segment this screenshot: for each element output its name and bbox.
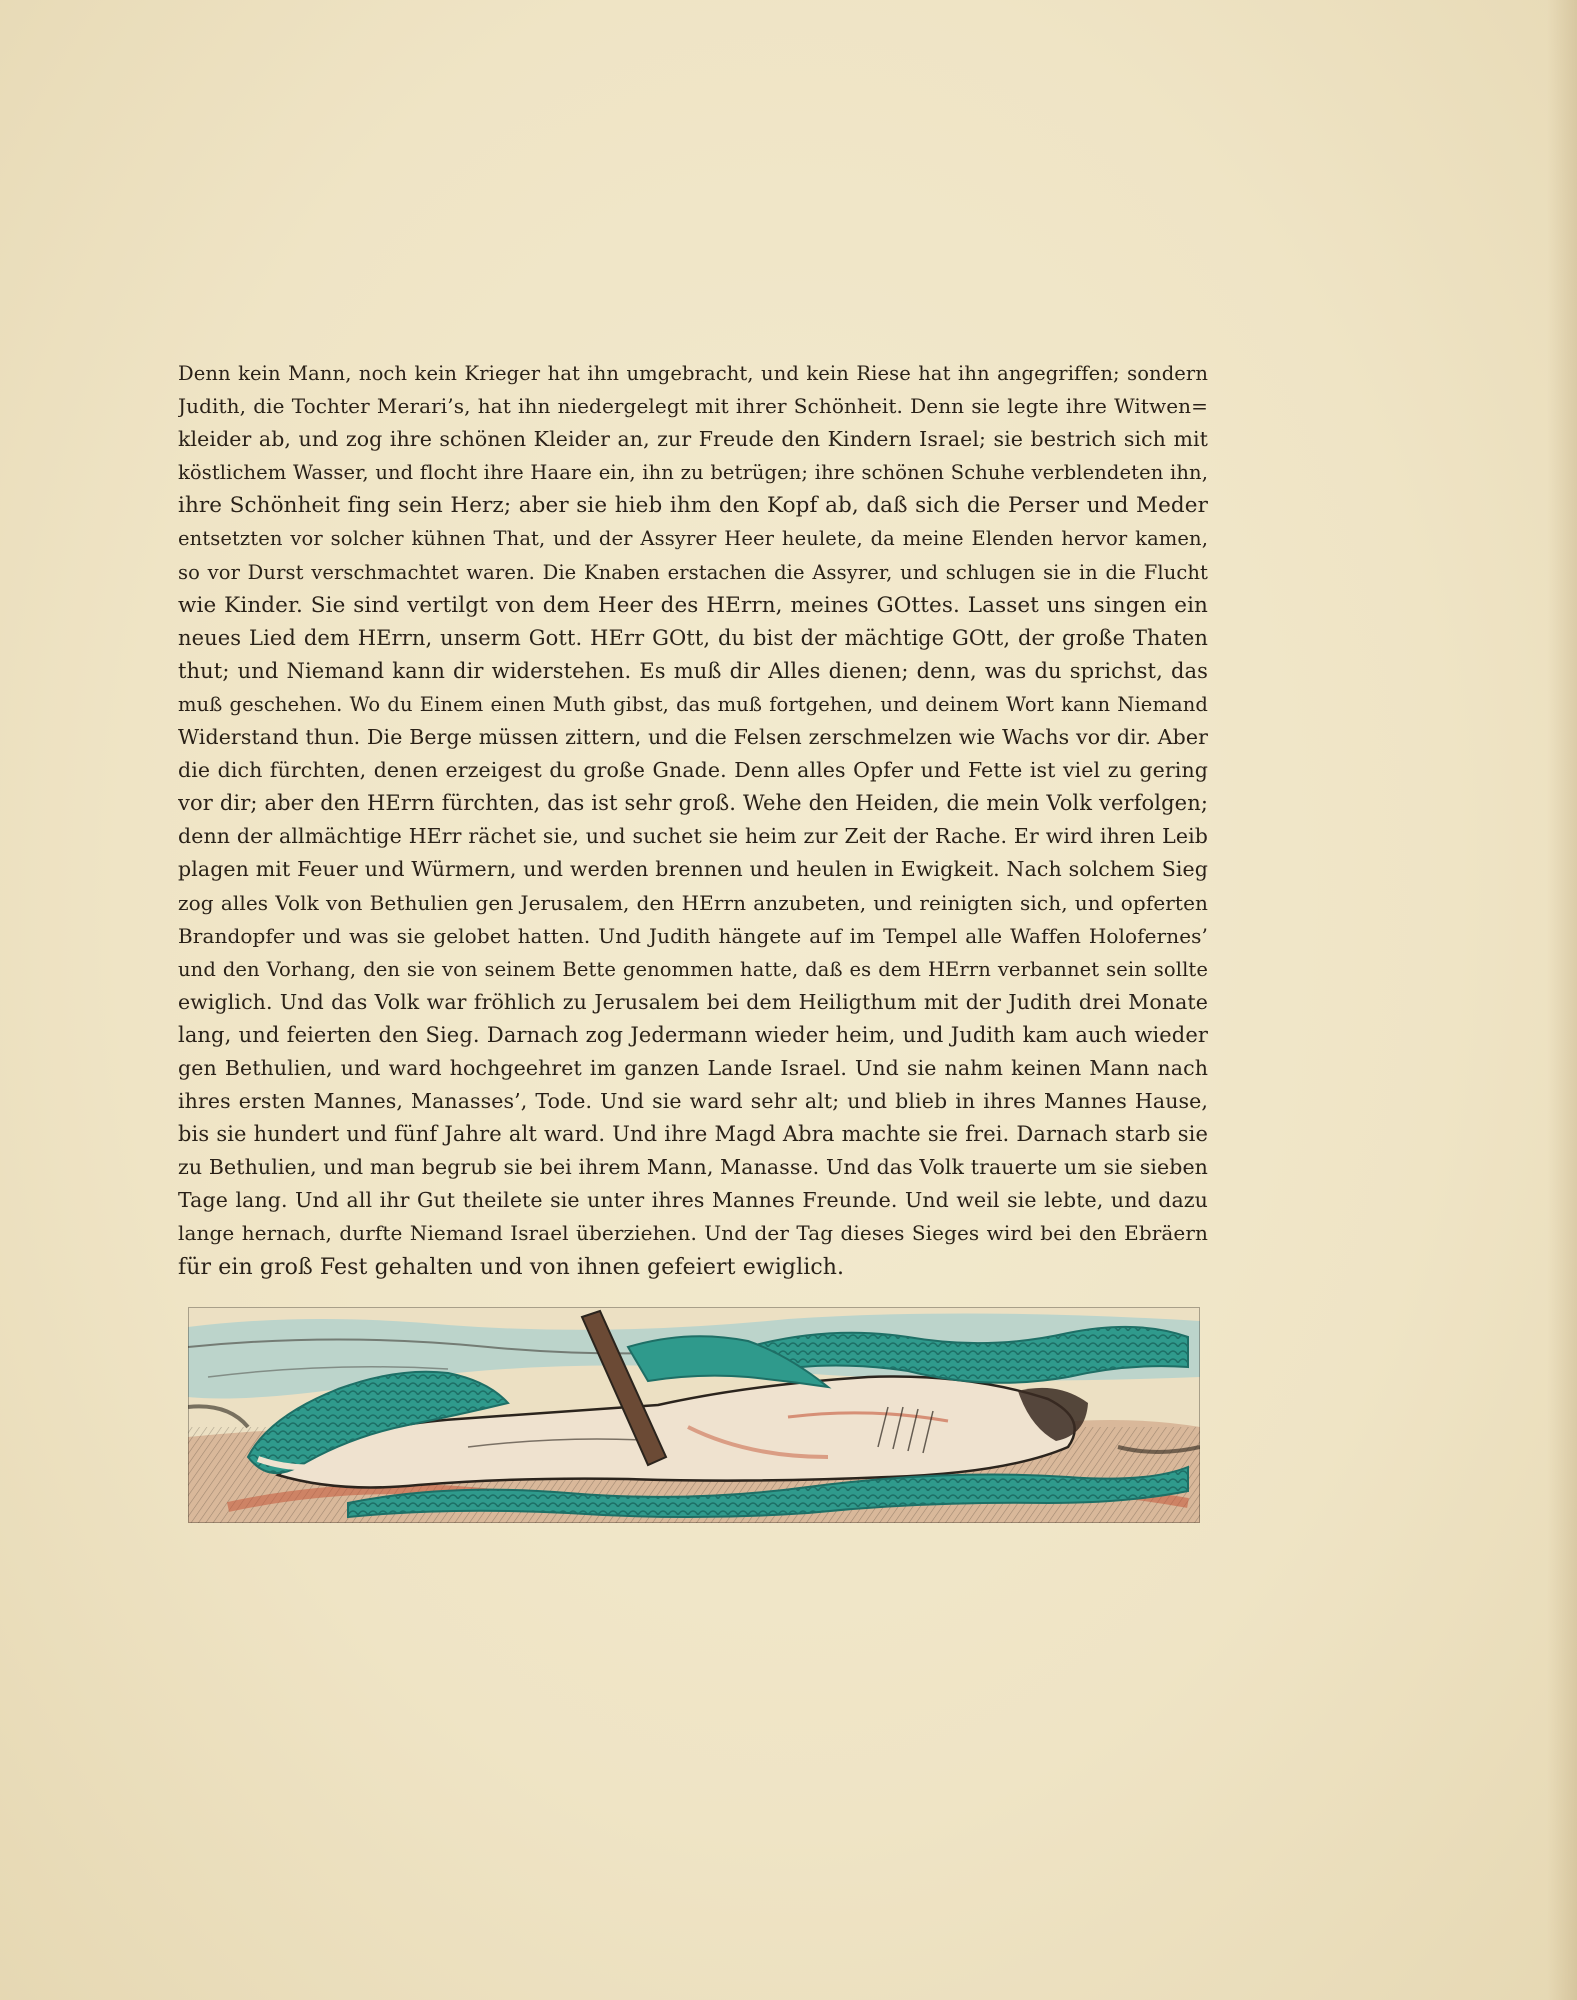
text-line: ewiglich. Und das Volk war fröhlich zu Jerusalem bei dem Heiligthum mit der Judith drei Monate [178, 989, 1208, 1014]
text-line: muß geschehen. Wo du Einem einen Muth gibst, das muß fortgehen, und deinem Wort kann Niemand [178, 692, 1208, 716]
text-line: Judith, die Tochter Merari’s, hat ihn niedergelegt mit ihrer Schönheit. Denn sie legte ihre Witwen= [178, 394, 1208, 419]
text-line: plagen mit Feuer und Würmern, und werden brennen und heulen in Ewigkeit. Nach solchem Sieg [178, 857, 1208, 882]
text-line: gen Bethulien, und ward hochgeehret im ganzen Lande Israel. Und sie nahm keinen Mann nach [178, 1055, 1208, 1080]
lithograph-illustration [188, 1307, 1200, 1523]
text-line: so vor Durst verschmachtet waren. Die Knaben erstachen die Assyrer, und schlugen sie in die Flucht [178, 560, 1208, 584]
text-line: bis sie hundert und fünf Jahre alt ward. Und ihre Magd Abra machte sie frei. Darnach starb sie [178, 1122, 1208, 1147]
text-line: neues Lied dem HErrn, unserm Gott. HErr GOtt, du bist der mächtige GOtt, der große Thaten [178, 625, 1208, 650]
body-text [178, 357, 1208, 1284]
text-line: lang, und feierten den Sieg. Darnach zog Jedermann wieder heim, und Judith kam auch wieder [178, 1022, 1208, 1047]
text-line: vor dir; aber den HErrn fürchten, das ist sehr groß. Wehe den Heiden, die mein Volk verfolgen; [178, 791, 1208, 816]
text-line: ihre Schönheit fing sein Herz; aber sie hieb ihm den Kopf ab, daß sich die Perser und Meder [178, 493, 1208, 519]
text-line: thut; und Niemand kann dir widerstehen. Es muß dir Alles dienen; denn, was du sprichst, das [178, 658, 1208, 683]
text-line: Tage lang. Und all ihr Gut theilete sie unter ihres Mannes Freunde. Und weil sie lebte, und dazu [178, 1188, 1208, 1213]
text-line: entsetzten vor solcher kühnen That, und der Assyrer Heer heulete, da meine Elenden hervor kamen, [178, 527, 1208, 551]
text-line: Brandopfer und was sie gelobet hatten. Und Judith hängete auf im Tempel alle Waffen Holofernes’ [178, 923, 1208, 948]
text-line: ihres ersten Mannes, Manasses’, Tode. Und sie ward sehr alt; und blieb in ihres Mannes Hause, [178, 1089, 1208, 1114]
text-line: Denn kein Mann, noch kein Krieger hat ihn umgebracht, und kein Riese hat ihn angegriffen; sondern [178, 362, 1208, 385]
text-line: die dich fürchten, denen erzeigest du große Gnade. Denn alles Opfer und Fette ist viel zu gering [178, 758, 1208, 783]
text-line: kleider ab, und zog ihre schönen Kleider an, zur Freude den Kindern Israel; sie bestrich sich mit [178, 427, 1208, 452]
crocodiles-and-body-drawing [188, 1307, 1200, 1523]
page-edge-shadow [1547, 0, 1577, 2000]
text-line: köstlichem Wasser, und flocht ihre Haare ein, ihn zu betrügen; ihre schönen Schuhe verblendeten ihn, [178, 461, 1208, 485]
text-line: lange hernach, durfte Niemand Israel überziehen. Und der Tag dieses Sieges wird bei den Ebräern [178, 1221, 1208, 1246]
text-line: Widerstand thun. Die Berge müssen zittern, und die Felsen zerschmelzen wie Wachs vor dir. Aber [178, 725, 1208, 750]
text-line: wie Kinder. Sie sind vertilgt von dem Heer des HErrn, meines GOttes. Lasset uns singen ein [178, 592, 1208, 618]
text-line: zog alles Volk von Bethulien gen Jerusalem, den HErrn anzubeten, und reinigten sich, und opferten [178, 890, 1208, 915]
text-line: und den Vorhang, den sie von seinem Bette genommen hatte, daß es dem HErrn verbannet sein sollte [178, 957, 1208, 981]
text-line: zu Bethulien, und man begrub sie bei ihrem Mann, Manasse. Und das Volk trauerte um sie sieben [178, 1155, 1208, 1180]
text-line: für ein groß Fest gehalten und von ihnen gefeiert ewiglich. [178, 1254, 845, 1280]
text-line: denn der allmächtige HErr rächet sie, und suchet sie heim zur Zeit der Rache. Er wird ihren Leib [178, 824, 1208, 849]
